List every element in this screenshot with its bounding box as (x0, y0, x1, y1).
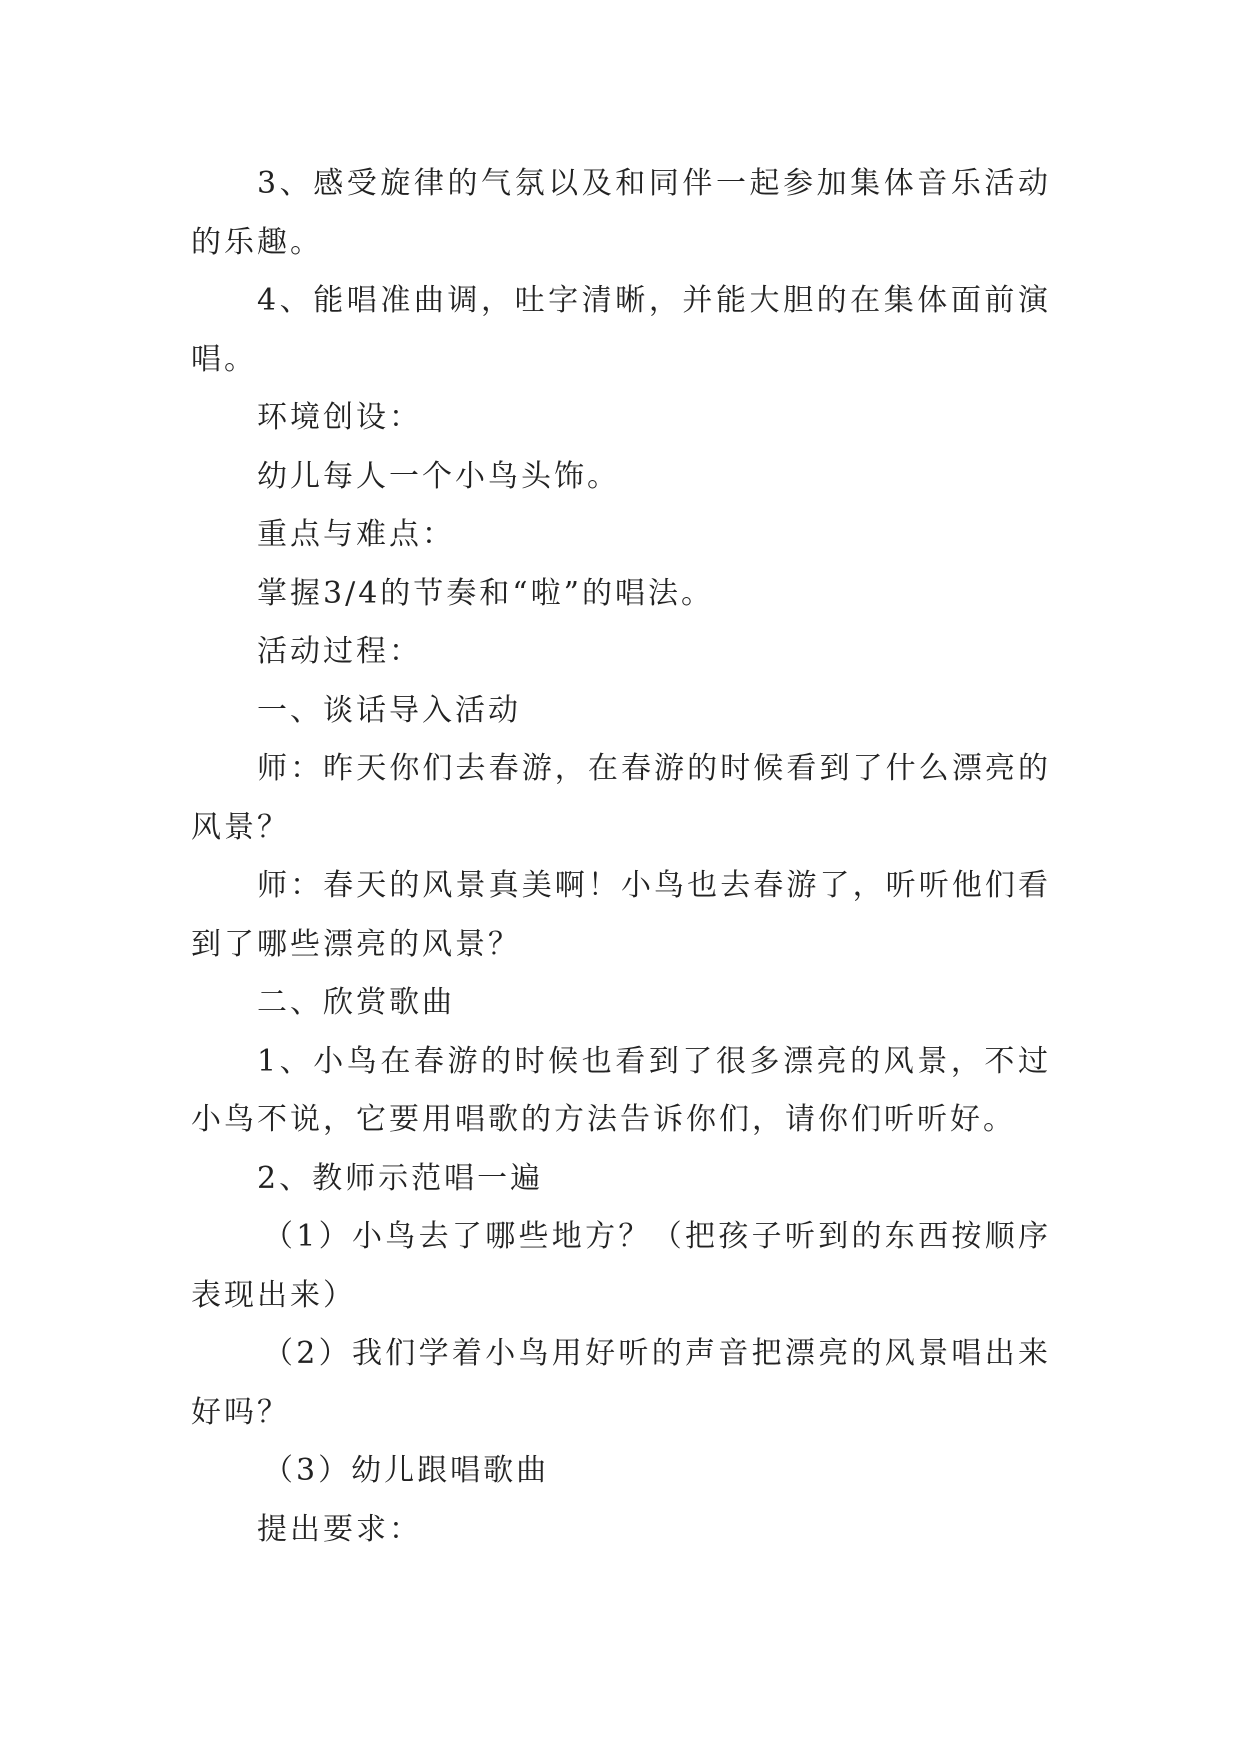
paragraph-key-points: 掌握3/4的节奏和“啦”的唱法。 (257, 575, 714, 611)
paragraph-goal-4: 4、能唱准曲调，吐字清晰，并能大胆的在集体面前演唱。 (191, 283, 1051, 377)
paragraph-teacher-1: 师：昨天你们去春游，在春游的时候看到了什么漂亮的风景？ (191, 751, 1051, 845)
document-body (191, 155, 1051, 1559)
paragraph-step-2: 2、教师示范唱一遍 (257, 1160, 544, 1196)
paragraph-substep-2: （2）我们学着小鸟用好听的声音把漂亮的风景唱出来好吗？ (191, 1336, 1051, 1430)
heading-key-points: 重点与难点： (257, 517, 455, 552)
heading-environment: 环境创设： (257, 400, 422, 435)
heading-activity-process: 活动过程： (257, 634, 422, 669)
paragraph-goal-3: 3、感受旋律的气氛以及和同伴一起参加集体音乐活动的乐趣。 (191, 166, 1051, 260)
paragraph-step-1: 1、小鸟在春游的时候也看到了很多漂亮的风景，不过小鸟不说，它要用唱歌的方法告诉你们，请你们听听好。 (191, 1043, 1051, 1137)
heading-section-1: 一、谈话导入活动 (257, 692, 521, 728)
paragraph-substep-3: （3）幼儿跟唱歌曲 (263, 1453, 550, 1488)
heading-section-2: 二、欣赏歌曲 (257, 985, 455, 1020)
paragraph-requirements: 提出要求： (257, 1511, 422, 1547)
paragraph-substep-1: （1）小鸟去了哪些地方？（把孩子听到的东西按顺序表现出来） (191, 1219, 1051, 1313)
paragraph-environment: 幼儿每人一个小鸟头饰。 (257, 458, 620, 494)
paragraph-teacher-2: 师：春天的风景真美啊！小鸟也去春游了，听听他们看到了哪些漂亮的风景？ (191, 868, 1051, 962)
